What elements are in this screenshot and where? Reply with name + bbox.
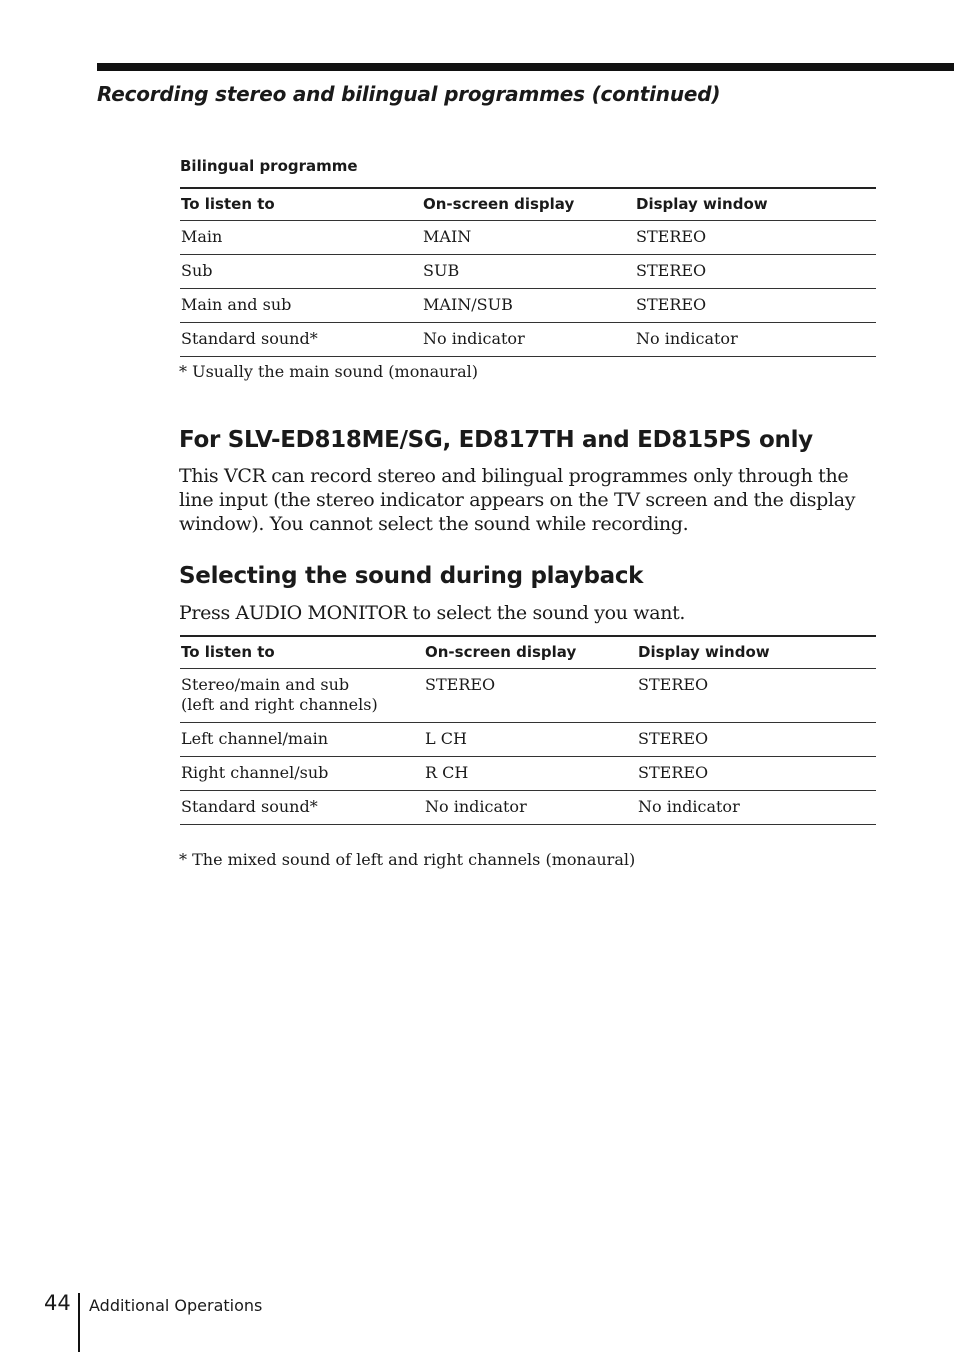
cell-window: STEREO bbox=[638, 674, 709, 694]
models-body: This VCR can record stereo and bilingual programmes only through the line input (the stereo indicator appears on the TV screen and the display window). You cannot select the sound while recording. bbox=[179, 465, 856, 535]
column-header: On-screen display bbox=[425, 643, 577, 661]
column-header: To listen to bbox=[181, 195, 275, 213]
bilingual-table-label: Bilingual programme bbox=[180, 157, 358, 175]
cell-window: STEREO bbox=[636, 260, 707, 280]
cell-osd: No indicator bbox=[425, 796, 527, 816]
cell-window: STEREO bbox=[638, 762, 709, 782]
table-row bbox=[180, 322, 876, 356]
cell-listen: Standard sound* bbox=[181, 328, 318, 348]
cell-window: No indicator bbox=[638, 796, 740, 816]
playback-footnote: * The mixed sound of left and right channels (monaural) bbox=[179, 850, 636, 869]
cell-listen: Standard sound* bbox=[181, 796, 318, 816]
table-row bbox=[180, 722, 876, 756]
playback-intro: Press AUDIO MONITOR to select the sound you want. bbox=[179, 602, 686, 624]
cell-listen: Left channel/main bbox=[181, 728, 329, 748]
table-row bbox=[180, 288, 876, 322]
cell-osd: MAIN bbox=[423, 226, 472, 246]
table-header-row bbox=[180, 188, 876, 220]
column-header: To listen to bbox=[181, 643, 275, 661]
cell-window: STEREO bbox=[636, 226, 707, 246]
cell-listen bbox=[180, 668, 424, 722]
column-header: Display window bbox=[638, 643, 770, 661]
cell-listen: Main and sub bbox=[181, 294, 292, 314]
cell-osd: No indicator bbox=[423, 328, 525, 348]
cell-osd: STEREO bbox=[425, 674, 496, 694]
table-row bbox=[180, 220, 876, 254]
cell-window: STEREO bbox=[636, 294, 707, 314]
cell-osd: R CH bbox=[425, 762, 469, 782]
column-header: On-screen display bbox=[423, 195, 575, 213]
cell-window: STEREO bbox=[638, 728, 709, 748]
footer-section-label: Additional Operations bbox=[89, 1296, 263, 1315]
cell-listen: Right channel/sub bbox=[181, 762, 329, 782]
models-heading: For SLV-ED818ME/SG, ED817TH and ED815PS only bbox=[179, 427, 813, 453]
table-row bbox=[180, 756, 876, 790]
cell-osd: SUB bbox=[423, 260, 460, 280]
cell-listen: Sub bbox=[181, 260, 213, 280]
footer-divider bbox=[78, 1293, 80, 1352]
cell-window: No indicator bbox=[636, 328, 738, 348]
section-header: Recording stereo and bilingual programmes (continued) bbox=[97, 82, 721, 106]
table-header-row bbox=[180, 636, 876, 668]
cell-listen-line: Stereo/main and sub bbox=[181, 674, 350, 694]
top-rule bbox=[97, 63, 954, 71]
playback-heading: Selecting the sound during playback bbox=[179, 563, 644, 589]
cell-osd: MAIN/SUB bbox=[423, 294, 513, 314]
cell-listen-line: (left and right channels) bbox=[181, 694, 378, 714]
table-row bbox=[180, 790, 876, 824]
bilingual-table bbox=[180, 187, 876, 357]
playback-table bbox=[180, 635, 876, 825]
column-header: Display window bbox=[636, 195, 768, 213]
table-row bbox=[180, 254, 876, 288]
bilingual-footnote: * Usually the main sound (monaural) bbox=[179, 362, 479, 381]
page-number: 44 bbox=[44, 1291, 71, 1315]
cell-listen: Main bbox=[181, 226, 223, 246]
table-row bbox=[180, 668, 876, 722]
cell-osd: L CH bbox=[425, 728, 467, 748]
